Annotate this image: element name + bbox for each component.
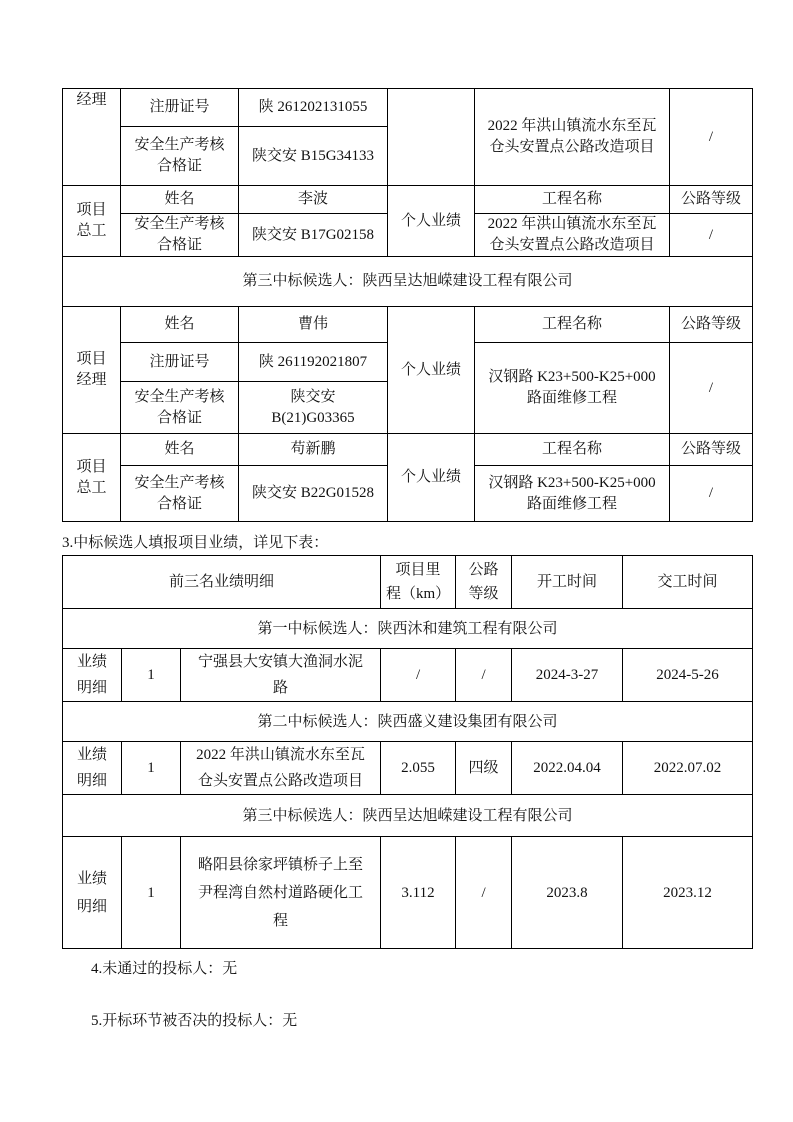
name-value: 李波	[239, 186, 388, 214]
name-label: 姓名	[121, 307, 239, 343]
safety-cert-value: 陕交安 B15G34133	[239, 127, 388, 186]
safety-cert-value: 陕交安 B17G02158	[239, 214, 388, 257]
candidate-heading: 第一中标候选人：陕西沐和建筑工程有限公司	[63, 609, 753, 649]
road-grade: /	[456, 837, 512, 949]
role-label: 项目 总工	[63, 186, 121, 257]
candidate-heading: 第二中标候选人：陕西盛义建设集团有限公司	[63, 702, 753, 742]
road-grade: /	[456, 649, 512, 702]
safety-cert-value: 陕交安 B(21)G03365	[239, 382, 388, 434]
section-3-title: 3.中标候选人填报项目业绩，详见下表：	[62, 535, 329, 551]
project-name-header: 工程名称	[475, 434, 670, 466]
end-date: 2024-5-26	[623, 649, 753, 702]
table-row	[63, 307, 753, 343]
role-label: 项目 经理	[63, 307, 121, 434]
performance-table	[62, 555, 753, 949]
start-date: 2024-3-27	[512, 649, 623, 702]
project-name: 略阳县徐家坪镇桥子上至 尹程湾自然村道路硬化工 程	[181, 837, 381, 949]
project-name-header: 工程名称	[475, 307, 670, 343]
safety-cert-label: 安全生产考核 合格证	[121, 214, 239, 257]
personnel-table	[62, 88, 753, 522]
header-mileage: 项目里 程（km）	[381, 556, 456, 609]
row-label: 业绩 明细	[63, 837, 122, 949]
road-grade: /	[670, 466, 753, 522]
project-name: 汉钢路 K23+500-K25+000 路面维修工程	[475, 343, 670, 434]
section-5-text: 5.开标环节被否决的投标人：无	[91, 1013, 298, 1029]
row-index: 1	[122, 742, 181, 795]
table-row	[63, 186, 753, 214]
name-value: 苟新鹏	[239, 434, 388, 466]
end-date: 2022.07.02	[623, 742, 753, 795]
name-value: 曹伟	[239, 307, 388, 343]
safety-cert-label: 安全生产考核 合格证	[121, 382, 239, 434]
header-end-date: 交工时间	[623, 556, 753, 609]
role-label: 项目 总工	[63, 434, 121, 522]
performance-label: 个人业绩	[388, 307, 475, 434]
project-mileage: 2.055	[381, 742, 456, 795]
table-row	[63, 702, 753, 742]
table-row	[63, 837, 753, 949]
candidate-heading: 第三中标候选人：陕西呈达旭嵘建设工程有限公司	[63, 795, 753, 837]
header-road-grade: 公路 等级	[456, 556, 512, 609]
project-name-header: 工程名称	[475, 186, 670, 214]
safety-cert-label: 安全生产考核 合格证	[121, 466, 239, 522]
project-mileage: /	[381, 649, 456, 702]
candidate-heading: 第三中标候选人：陕西呈达旭嵘建设工程有限公司	[63, 257, 753, 307]
end-date: 2023.12	[623, 837, 753, 949]
table-row	[63, 257, 753, 307]
road-grade-header: 公路等级	[670, 434, 753, 466]
row-label: 业绩 明细	[63, 649, 122, 702]
road-grade: /	[670, 214, 753, 257]
table-header-row	[63, 556, 753, 609]
road-grade: /	[670, 89, 753, 186]
header-start-date: 开工时间	[512, 556, 623, 609]
table-row	[63, 649, 753, 702]
table-row	[63, 795, 753, 837]
table-row	[63, 609, 753, 649]
reg-value: 陕 261202131055	[239, 89, 388, 127]
reg-label: 注册证号	[121, 89, 239, 127]
name-label: 姓名	[121, 434, 239, 466]
table-row	[63, 434, 753, 466]
road-grade: 四级	[456, 742, 512, 795]
project-name: 2022 年洪山镇流水东至瓦 仓头安置点公路改造项目	[181, 742, 381, 795]
road-grade: /	[670, 343, 753, 434]
project-mileage: 3.112	[381, 837, 456, 949]
reg-value: 陕 261192021807	[239, 343, 388, 382]
table-row	[63, 89, 753, 127]
project-name: 汉钢路 K23+500-K25+000 路面维修工程	[475, 466, 670, 522]
performance-label: 个人业绩	[388, 434, 475, 522]
performance-label: 个人业绩	[388, 186, 475, 257]
name-label: 姓名	[121, 186, 239, 214]
safety-cert-label: 安全生产考核 合格证	[121, 127, 239, 186]
project-name: 2022 年洪山镇流水东至瓦 仓头安置点公路改造项目	[475, 89, 670, 186]
row-index: 1	[122, 649, 181, 702]
safety-cert-value: 陕交安 B22G01528	[239, 466, 388, 522]
header-details: 前三名业绩明细	[63, 556, 381, 609]
start-date: 2022.04.04	[512, 742, 623, 795]
start-date: 2023.8	[512, 837, 623, 949]
road-grade-header: 公路等级	[670, 186, 753, 214]
project-name: 2022 年洪山镇流水东至瓦 仓头安置点公路改造项目	[475, 214, 670, 257]
road-grade-header: 公路等级	[670, 307, 753, 343]
row-index: 1	[122, 837, 181, 949]
row-label: 业绩 明细	[63, 742, 122, 795]
section-4-text: 4.未通过的投标人：无	[91, 961, 238, 977]
project-name: 宁强县大安镇大渔洞水泥 路	[181, 649, 381, 702]
table-row	[63, 742, 753, 795]
role-label: 经理	[63, 89, 121, 186]
reg-label: 注册证号	[121, 343, 239, 382]
performance-cell	[388, 89, 475, 186]
